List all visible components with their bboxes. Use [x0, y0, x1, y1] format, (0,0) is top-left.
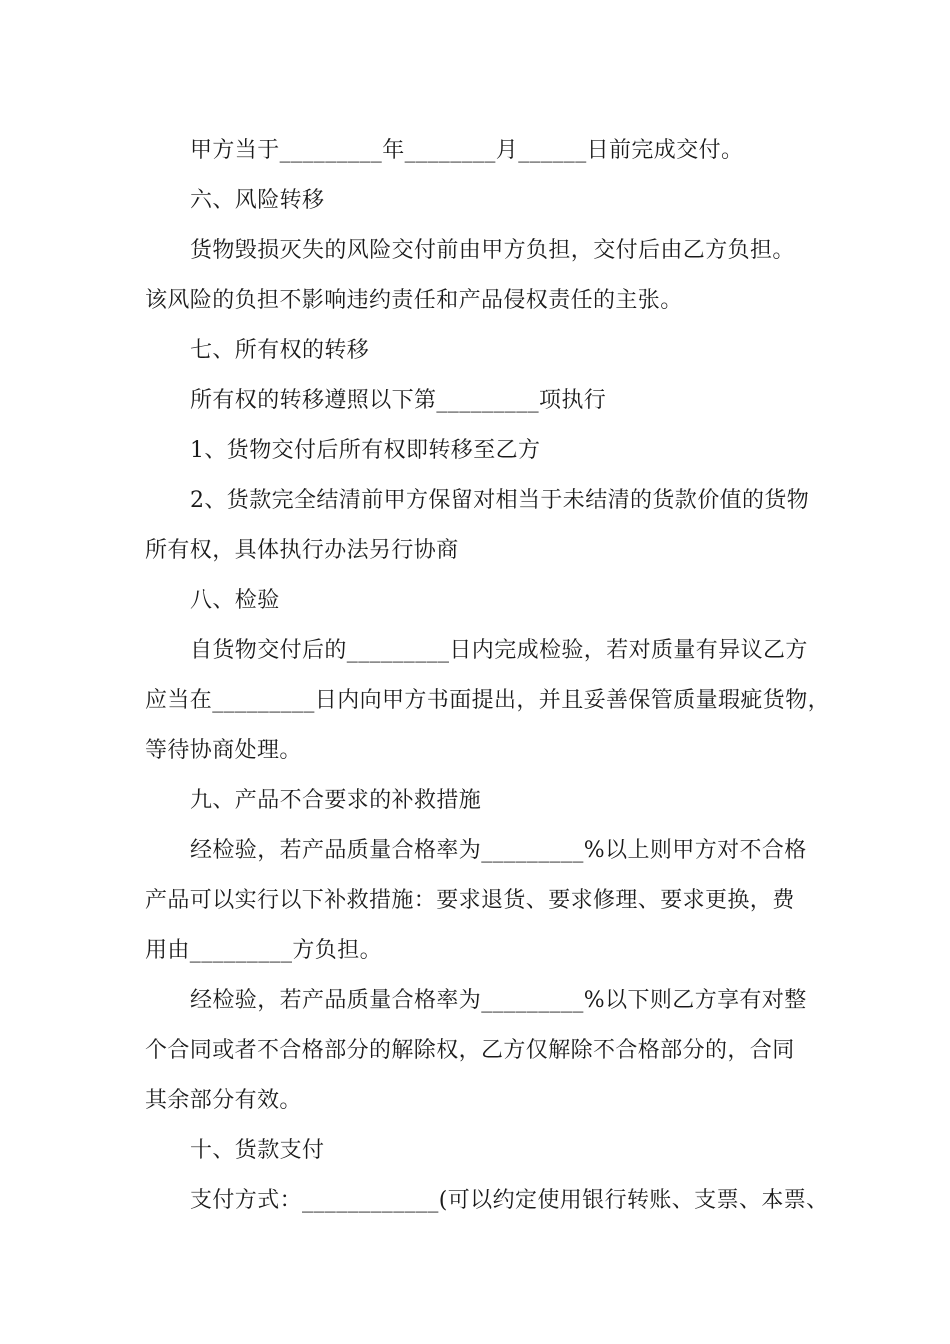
ownership-clause-line: 所有权的转移遵照以下第_________项执行 [190, 388, 607, 413]
inspection-line-3: 等待协商处理。 [145, 738, 302, 763]
remedy-above-line-3: 用由_________方负担。 [145, 938, 383, 963]
remedy-above-line-2: 产品可以实行以下补救措施：要求退货、要求修理、要求更换，费 [145, 888, 795, 913]
ownership-option-1: 1、货物交付后所有权即转移至乙方 [190, 438, 541, 463]
risk-transfer-line-2: 该风险的负担不影响违约责任和产品侵权责任的主张。 [145, 288, 683, 313]
section-8-heading: 八、检验 [190, 588, 280, 613]
remedy-above-line-1: 经检验，若产品质量合格率为_________%以上则甲方对不合格 [190, 838, 807, 863]
risk-transfer-line-1: 货物毁损灭失的风险交付前由甲方负担，交付后由乙方负担。 [190, 238, 795, 263]
ownership-option-2-line-2: 所有权，具体执行办法另行协商 [145, 538, 459, 563]
section-10-heading: 十、货款支付 [190, 1138, 325, 1163]
inspection-line-2: 应当在_________日内向甲方书面提出，并且妥善保管质量瑕疵货物， [145, 688, 831, 713]
delivery-deadline-line: 甲方当于_________年________月______日前完成交付。 [190, 138, 744, 163]
remedy-below-line-3: 其余部分有效。 [145, 1088, 302, 1113]
section-7-heading: 七、所有权的转移 [190, 338, 370, 363]
remedy-below-line-2: 个合同或者不合格部分的解除权，乙方仅解除不合格部分的，合同 [145, 1038, 795, 1063]
section-6-heading: 六、风险转移 [190, 188, 325, 213]
inspection-line-1: 自货物交付后的_________日内完成检验，若对质量有异议乙方 [190, 638, 808, 663]
remedy-below-line-1: 经检验，若产品质量合格率为_________%以下则乙方享有对整 [190, 988, 807, 1013]
ownership-option-2-line-1: 2、货款完全结清前甲方保留对相当于未结清的货款价值的货物 [190, 488, 810, 513]
payment-method-line: 支付方式：____________(可以约定使用银行转账、支票、本票、 [190, 1188, 829, 1213]
section-9-heading: 九、产品不合要求的补救措施 [190, 788, 482, 813]
